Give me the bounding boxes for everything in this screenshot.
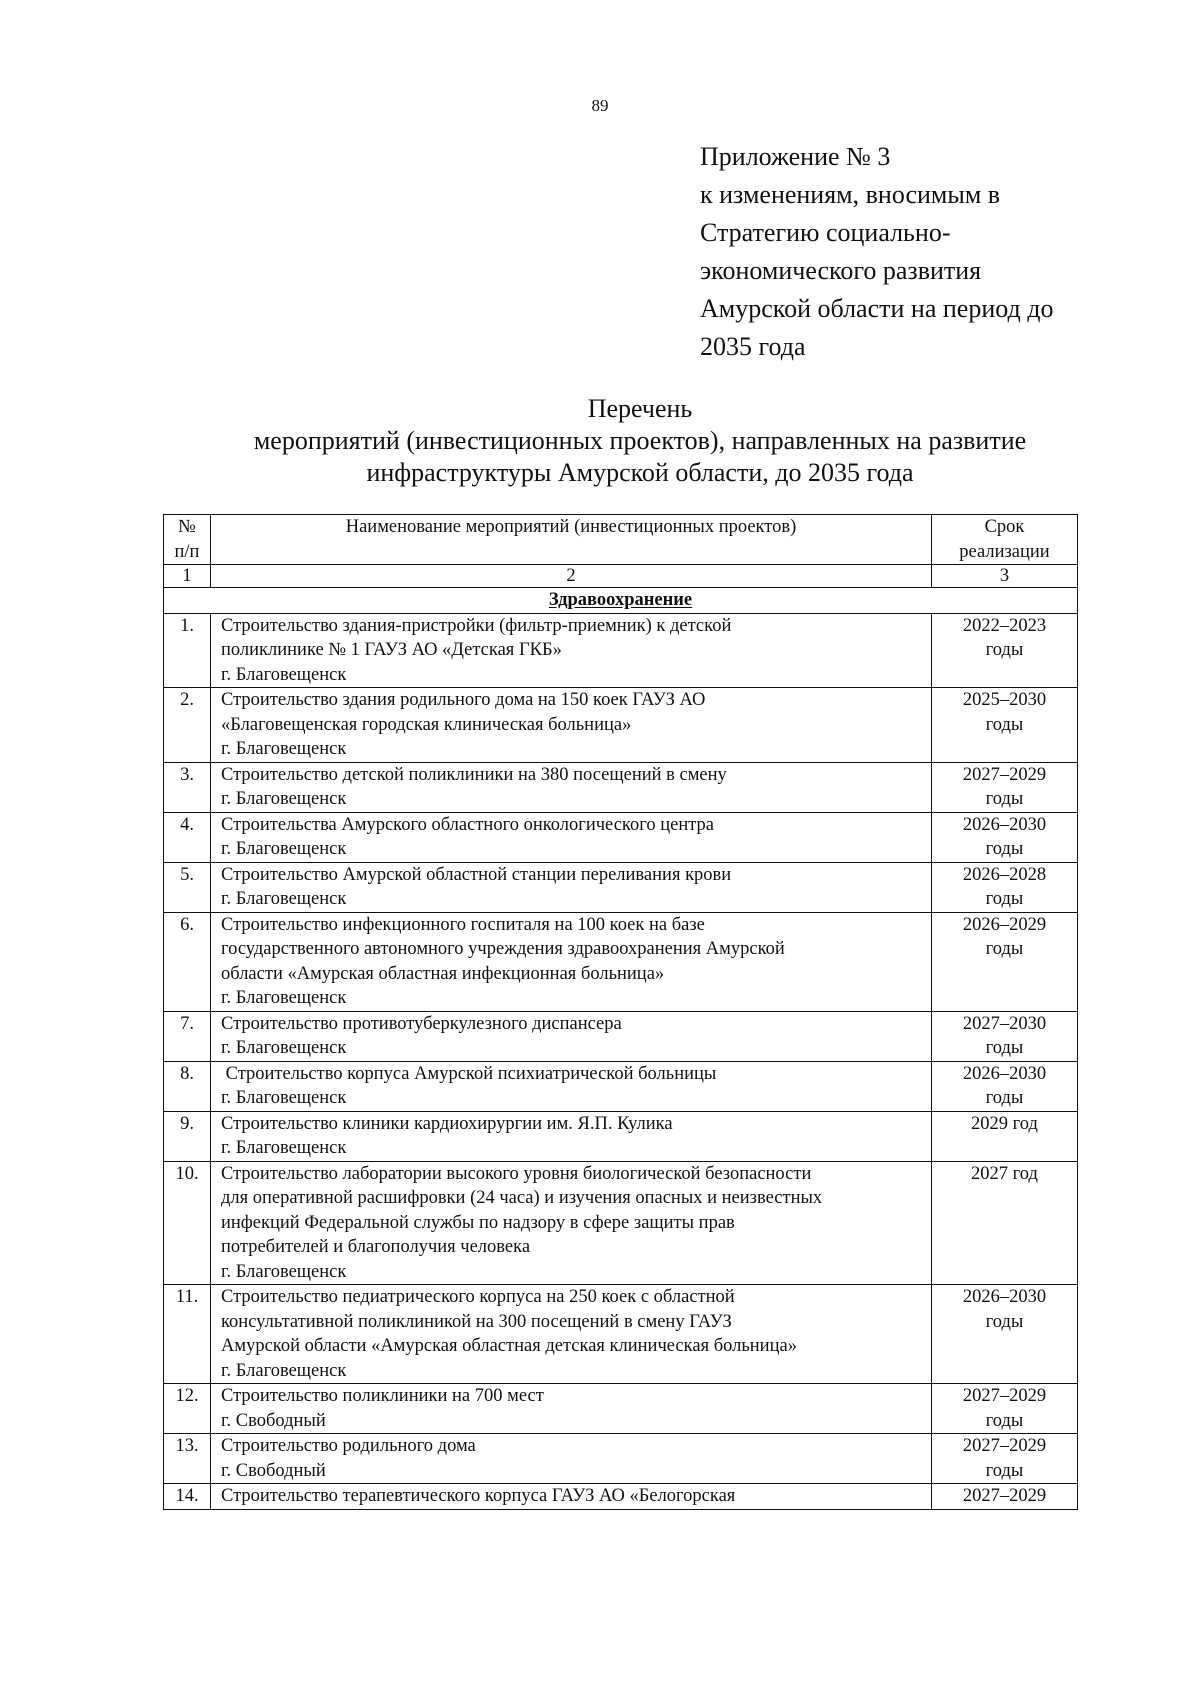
event-name-line: г. Благовещенск xyxy=(221,988,347,1008)
column-number: 3 xyxy=(932,565,1078,588)
event-name xyxy=(211,1384,932,1434)
term-line: годы xyxy=(985,939,1024,959)
row-number: 13. xyxy=(164,1434,211,1484)
implementation-term xyxy=(932,688,1078,763)
row-number: 4. xyxy=(164,812,211,862)
implementation-term xyxy=(932,862,1078,912)
event-name-line: поликлинике № 1 ГАУЗ АО «Детская ГКБ» xyxy=(221,640,562,660)
event-name-line: Амурской области «Амурская областная детская клиническая больница» xyxy=(221,1336,797,1356)
event-name xyxy=(211,613,932,688)
page-number: 89 xyxy=(591,96,609,115)
event-name xyxy=(211,688,932,763)
term-line: 2026–2029 xyxy=(962,914,1047,935)
event-name-line: Строительство клиники кардиохирургии им. Я.П. Кулика xyxy=(221,1113,673,1134)
event-name-line: Строительство терапевтического корпуса ГАУЗ АО «Белогорская xyxy=(221,1486,736,1506)
column-number: 1 xyxy=(164,565,211,588)
event-name-line: Строительство инфекционного госпиталя на 100 коек на базе xyxy=(221,914,705,935)
title-line: инфраструктуры Амурской области, до 2035 года xyxy=(366,458,914,487)
title-line: Перечень xyxy=(587,394,693,423)
event-name xyxy=(211,912,932,1011)
term-line: 2022–2023 xyxy=(962,615,1047,636)
implementation-term xyxy=(932,1111,1078,1161)
event-name-line: Строительство Амурской областной станции переливания крови xyxy=(221,864,732,885)
event-name-line: г. Благовещенск xyxy=(221,1088,347,1108)
event-name-line: «Благовещенская городская клиническая больница» xyxy=(221,714,632,735)
event-name-line: г. Свободный xyxy=(221,1460,326,1481)
event-name-line: Строительство родильного дома xyxy=(221,1436,476,1456)
table-row xyxy=(164,1285,1078,1384)
header-name: Наименование мероприятий (инвестиционных проектов) xyxy=(211,515,932,565)
event-name-line: г. Благовещенск xyxy=(221,1038,347,1058)
event-name xyxy=(211,1161,932,1285)
row-number: 12. xyxy=(164,1384,211,1434)
table-row xyxy=(164,1011,1078,1061)
event-name-line: Строительство лаборатории высокого уровня биологической безопасности xyxy=(221,1163,812,1184)
row-number: 7. xyxy=(164,1011,211,1061)
appendix-line: Приложение № 3 xyxy=(700,142,891,171)
document-title xyxy=(0,393,1200,489)
term-line: 2025–2030 xyxy=(962,690,1047,710)
event-name-line: для оперативной расшифровки (24 часа) и изучения опасных и неизвестных xyxy=(221,1188,823,1208)
table-row xyxy=(164,862,1078,912)
column-number-row xyxy=(164,565,1078,588)
event-name xyxy=(211,1061,932,1111)
column-number: 2 xyxy=(211,565,932,588)
term-line: 2026–2030 xyxy=(962,1287,1047,1307)
section-heading: Здравоохранение xyxy=(164,588,1078,614)
event-name-line: области «Амурская областная инфекционная больница» xyxy=(221,963,665,984)
term-line: 2027 год xyxy=(971,1163,1038,1184)
event-name xyxy=(211,1484,932,1510)
row-number: 6. xyxy=(164,912,211,1011)
term-line: годы xyxy=(985,714,1024,735)
event-name-line: Строительство здания родильного дома на 150 коек ГАУЗ АО xyxy=(221,690,706,710)
appendix-line: к изменениям, вносимым в xyxy=(700,180,1001,209)
event-name-line: г. Благовещенск xyxy=(221,789,347,809)
term-line: 2027–2029 xyxy=(962,1386,1047,1406)
table-row xyxy=(164,1484,1078,1510)
event-name-line: г. Свободный xyxy=(221,1410,326,1431)
implementation-term xyxy=(932,1384,1078,1434)
term-line: годы xyxy=(985,1311,1024,1332)
event-name-line: Строительство поликлиники на 700 мест xyxy=(221,1386,544,1406)
table-row xyxy=(164,688,1078,763)
term-line: годы xyxy=(985,1038,1024,1058)
row-number: 10. xyxy=(164,1161,211,1285)
term-line: 2029 год xyxy=(971,1113,1038,1134)
row-number: 11. xyxy=(164,1285,211,1384)
implementation-term xyxy=(932,1434,1078,1484)
event-name xyxy=(211,1285,932,1384)
row-number: 2. xyxy=(164,688,211,763)
term-line: годы xyxy=(985,839,1024,859)
term-line: годы xyxy=(985,789,1024,809)
event-name-line: г. Благовещенск xyxy=(221,1138,347,1158)
table-row xyxy=(164,1111,1078,1161)
table-row xyxy=(164,1384,1078,1434)
event-name-line: Строительства Амурского областного онкологического центра xyxy=(221,814,715,835)
event-name-line: государственного автономного учреждения здравоохранения Амурской xyxy=(221,939,785,959)
event-name xyxy=(211,1111,932,1161)
appendix-line: экономического развития xyxy=(700,256,982,285)
title-line: мероприятий (инвестиционных проектов), направленных на развитие xyxy=(253,426,1027,455)
appendix-caption xyxy=(700,138,1160,366)
event-name xyxy=(211,1011,932,1061)
row-number: 3. xyxy=(164,762,211,812)
implementation-term xyxy=(932,1061,1078,1111)
appendix-line: Стратегию социально- xyxy=(700,218,951,247)
appendix-line: Амурской области на период до xyxy=(700,294,1054,323)
term-line: 2026–2030 xyxy=(962,1063,1047,1084)
table-row xyxy=(164,812,1078,862)
event-name-line: Строительство детской поликлиники на 380 посещений в смену xyxy=(221,764,727,785)
event-name-line: Строительство педиатрического корпуса на 250 коек с областной xyxy=(221,1287,735,1307)
event-name-line: консультативной поликлиникой на 300 посещений в смену ГАУЗ xyxy=(221,1311,732,1332)
event-name-line: г. Благовещенск xyxy=(221,889,347,909)
table-header-row xyxy=(164,515,1078,565)
implementation-term xyxy=(932,1484,1078,1510)
implementation-term xyxy=(932,762,1078,812)
event-name xyxy=(211,762,932,812)
event-name xyxy=(211,862,932,912)
table-row xyxy=(164,762,1078,812)
implementation-term xyxy=(932,912,1078,1011)
table-row xyxy=(164,1061,1078,1111)
table-row xyxy=(164,1161,1078,1285)
row-number: 8. xyxy=(164,1061,211,1111)
term-line: 2027–2030 xyxy=(962,1013,1047,1034)
implementation-term xyxy=(932,1161,1078,1285)
row-number: 14. xyxy=(164,1484,211,1510)
row-number: 5. xyxy=(164,862,211,912)
implementation-term xyxy=(932,1285,1078,1384)
term-line: годы xyxy=(985,1460,1024,1481)
implementation-term xyxy=(932,812,1078,862)
event-name-line: Строительство здания-пристройки (фильтр-приемник) к детской xyxy=(221,615,732,636)
table-row xyxy=(164,912,1078,1011)
section-row xyxy=(164,588,1078,614)
term-line: годы xyxy=(985,889,1024,909)
table-row xyxy=(164,1434,1078,1484)
event-name-line: г. Благовещенск xyxy=(221,1261,347,1282)
table-row xyxy=(164,613,1078,688)
implementation-term xyxy=(932,1011,1078,1061)
term-line: 2027–2029 xyxy=(962,1486,1047,1506)
event-name-line: г. Благовещенск xyxy=(221,839,347,859)
header-term: Срок реализации xyxy=(932,515,1078,565)
appendix-line: 2035 года xyxy=(700,332,806,361)
term-line: 2026–2028 xyxy=(962,864,1047,885)
header-num: № п/п xyxy=(164,515,211,565)
implementation-term xyxy=(932,613,1078,688)
event-name-line: Строительство противотуберкулезного диспансера xyxy=(221,1013,622,1034)
term-line: 2026–2030 xyxy=(962,814,1047,835)
events-table xyxy=(163,514,1078,1510)
event-name-line: Строительство корпуса Амурской психиатрической больницы xyxy=(221,1063,717,1084)
event-name-line: г. Благовещенск xyxy=(221,1360,347,1381)
term-line: 2027–2029 xyxy=(962,1436,1047,1456)
term-line: годы xyxy=(985,640,1024,660)
term-line: 2027–2029 xyxy=(962,764,1047,785)
term-line: годы xyxy=(985,1410,1024,1431)
event-name-line: инфекций Федеральной службы по надзору в сфере защиты прав xyxy=(221,1212,735,1233)
event-name-line: потребителей и благополучия человека xyxy=(221,1237,531,1257)
event-name-line: г. Благовещенск xyxy=(221,739,347,759)
event-name xyxy=(211,1434,932,1484)
row-number: 1. xyxy=(164,613,211,688)
row-number: 9. xyxy=(164,1111,211,1161)
term-line: годы xyxy=(985,1088,1024,1108)
event-name-line: г. Благовещенск xyxy=(221,664,347,685)
event-name xyxy=(211,812,932,862)
